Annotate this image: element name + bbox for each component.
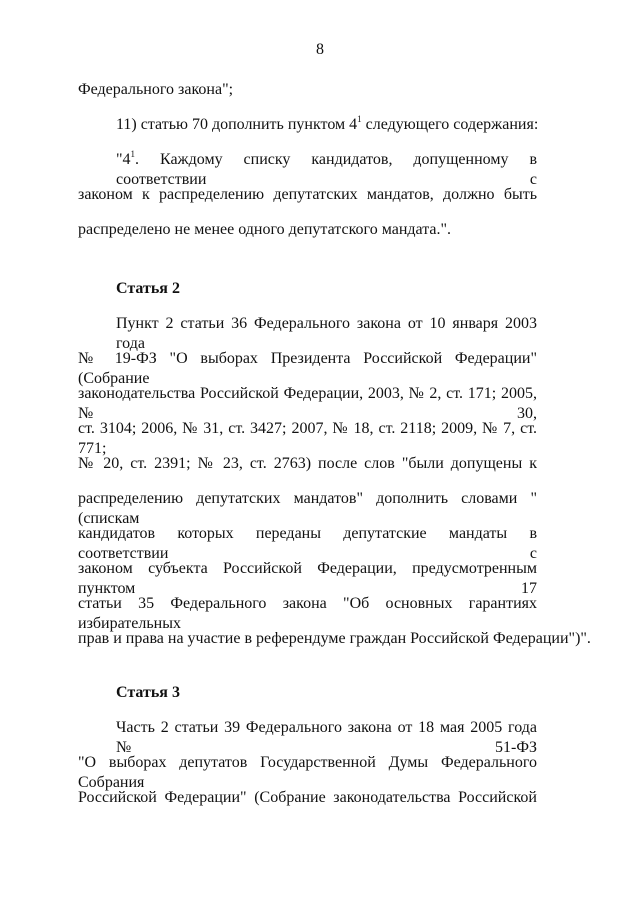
line-text: 11) статью 70 дополнить пунктом 4 — [116, 116, 358, 133]
text-line: ст. 3104; 2006, № 31, ст. 3427; 2007, № 18, ст. 2118; 2009, № 7, ст. 771; — [78, 420, 537, 457]
text-line: Часть 2 статьи 39 Федерального закона от 18 мая 2005 года № 51-ФЗ — [116, 719, 537, 756]
text-line: законодательства Российской Федерации, 2003, № 2, ст. 171; 2005, № 30, — [78, 385, 537, 422]
text-line: № 19-ФЗ "О выборах Президента Российской Федерации" (Собрание — [78, 350, 537, 387]
superscript: 1 — [357, 114, 362, 124]
text-line: Пункт 2 статьи 36 Федерального закона от 10 января 2003 года — [116, 315, 537, 352]
text-line: "О выборах депутатов Государственной Думы Федерального Собрания — [78, 754, 537, 791]
text-line: законом субъекта Российской Федерации, предусмотренным пунктом 17 — [78, 560, 537, 597]
text-line: статьи 35 Федерального закона "Об основных гарантиях избирательных — [78, 595, 537, 632]
line-text: . Каждому списку кандидатов, допущенному в соответствии с — [116, 151, 537, 188]
superscript: 1 — [130, 149, 136, 159]
text-line: № 20, ст. 2391; № 23, ст. 2763) после слов "были допущены к — [78, 455, 537, 472]
text-line — [116, 150, 537, 190]
line-text: следующего содержания: — [361, 116, 539, 133]
text-line — [116, 115, 537, 135]
text-line: распределено не менее одного депутатского мандата.". — [78, 221, 452, 238]
article-2-heading: Статья 2 — [116, 280, 180, 297]
text-line: кандидатов которых переданы депутатские мандаты в соответствии с — [78, 525, 537, 562]
article-3-heading: Статья 3 — [116, 684, 180, 701]
text-line: прав и права на участие в референдуме граждан Российской Федерации")". — [78, 630, 591, 647]
page-number: 8 — [316, 41, 324, 58]
text-line: Российской Федерации" (Собрание законодательства Российской — [78, 789, 537, 806]
text-line: законом к распределению депутатских мандатов, должно быть — [78, 186, 537, 203]
text-line: распределению депутатских мандатов" дополнить словами "(спискам — [78, 490, 537, 527]
line-text: "4 — [116, 151, 131, 168]
text-line: Федерального закона"; — [78, 81, 234, 98]
